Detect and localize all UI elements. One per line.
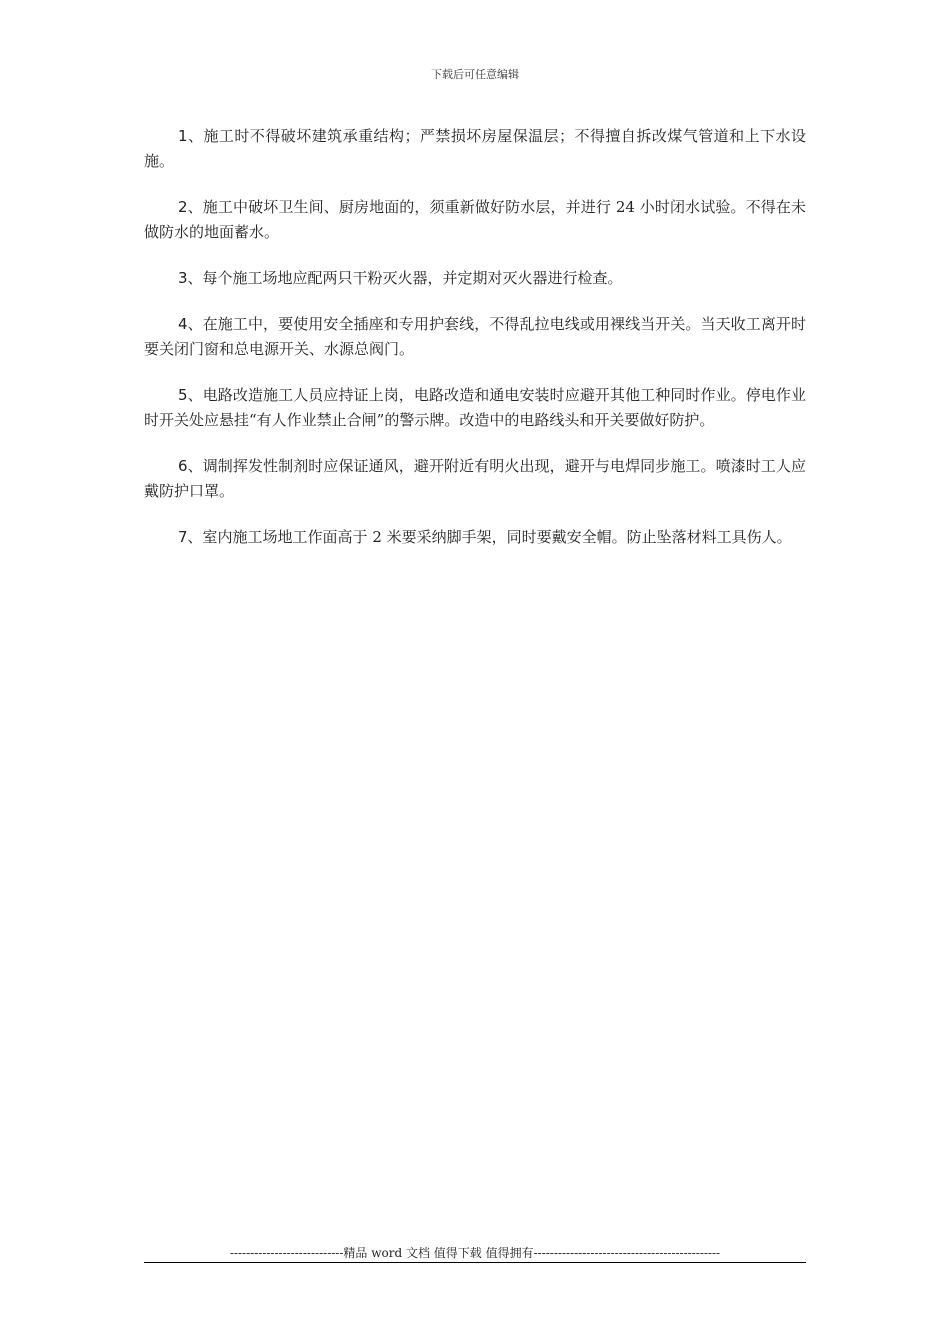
- document-body: [144, 124, 806, 571]
- paragraph-1: [144, 124, 806, 174]
- paragraph-6: [144, 454, 806, 504]
- paragraph-7: [144, 525, 806, 550]
- paragraph-4: [144, 312, 806, 362]
- paragraph-number: 1: [178, 127, 188, 145]
- page-footer: ----------------------------精品 word 文档 值得下载 值得拥有----------------------------------------------: [229, 1246, 721, 1260]
- paragraph-text: 、施工中破坏卫生间、厨房地面的，须重新做好防水层，并进行 24 小时闭水试验。不得在未做防水的地面蓄水。: [144, 198, 806, 241]
- paragraph-text: 、施工时不得破坏建筑承重结构；严禁损坏房屋保温层；不得擅自拆改煤气管道和上下水设施。: [144, 127, 806, 170]
- paragraph-number: 7: [178, 528, 188, 546]
- paragraph-3: [144, 266, 806, 291]
- paragraph-text: 、在施工中，要使用安全插座和专用护套线，不得乱拉电线或用裸线当开关。当天收工离开时要关闭门窗和总电源开关、水源总阀门。: [144, 315, 806, 358]
- paragraph-text: 、电路改造施工人员应持证上岗，电路改造和通电安装时应避开其他工种同时作业。停电作业时开关处应悬挂“有人作业禁止合闸”的警示牌。改造中的电路线头和开关要做好防护。: [144, 386, 806, 429]
- paragraph-number: 5: [178, 386, 188, 404]
- page-header: 下载后可任意编辑: [431, 68, 519, 81]
- paragraph-2: [144, 195, 806, 245]
- paragraph-5: [144, 383, 806, 433]
- paragraph-text: 、每个施工场地应配两只干粉灭火器，并定期对灭火器进行检查。: [187, 269, 623, 287]
- paragraph-number: 4: [178, 315, 188, 333]
- paragraph-number: 2: [178, 198, 188, 216]
- paragraph-number: 3: [178, 269, 188, 287]
- footer-divider: [144, 1262, 806, 1263]
- paragraph-text: 、调制挥发性制剂时应保证通风，避开附近有明火出现，避开与电焊同步施工。喷漆时工人应戴防护口罩。: [144, 457, 806, 500]
- paragraph-text: 、室内施工场地工作面高于 2 米要采纳脚手架，同时要戴安全帽。防止坠落材料工具伤人。: [187, 528, 792, 546]
- paragraph-number: 6: [178, 457, 188, 475]
